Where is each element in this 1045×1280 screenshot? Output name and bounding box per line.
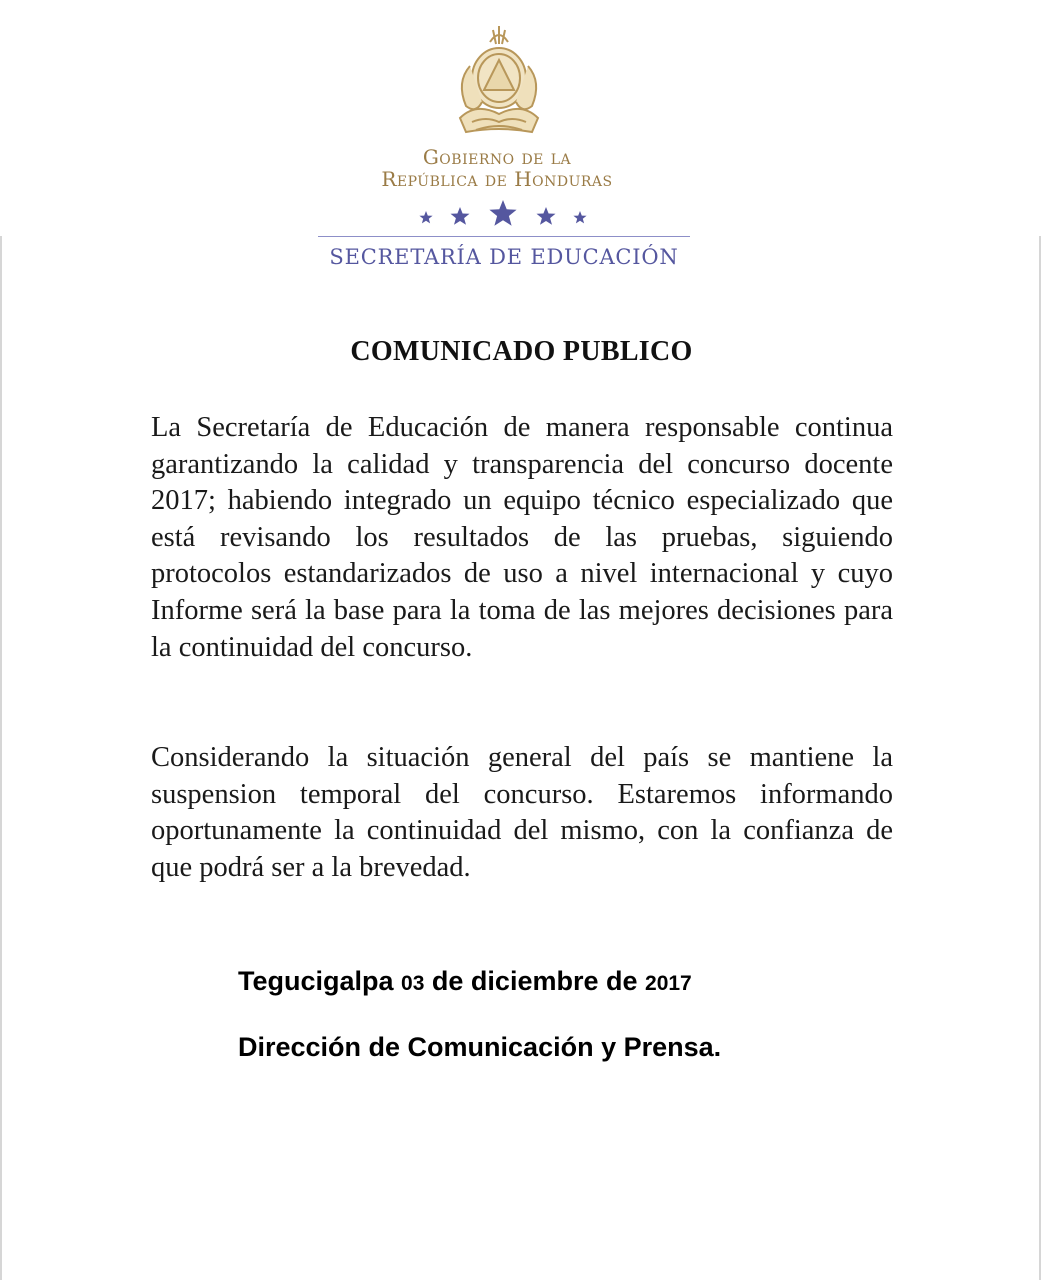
signature-month: de diciembre de bbox=[431, 966, 638, 996]
department-name: SECRETARÍA DE EDUCACIÓN bbox=[329, 245, 679, 269]
five-stars-icon bbox=[416, 198, 590, 234]
signature-year: 2017 bbox=[645, 972, 692, 995]
page-edge-right bbox=[1039, 236, 1041, 1280]
body-paragraph-1: La Secretaría de Educación de manera responsable continua garantizando la calidad y transparencia del concurso docente 2017; habiendo integrado un equipo técnico especializado que está revisando los resultados de las pruebas, siguiendo protocolos estandarizados de uso a nivel internacional y cuyo Informe será la base para la toma de las mejores decisiones para la continuidad del concurso. bbox=[151, 412, 893, 663]
body-paragraph-2: Considerando la situación general del país se mantiene la suspension temporal del concurso. Estaremos informando oportunamente la continuidad del mismo, con la confianza de que podrá ser a la brevedad. bbox=[151, 742, 893, 883]
page-edge-left bbox=[0, 236, 2, 1280]
signature-office: Dirección de Comunicación y Prensa. bbox=[238, 1032, 722, 1062]
signature-day: 03 bbox=[401, 972, 425, 995]
signature-city: Tegucigalpa bbox=[238, 966, 394, 996]
header-divider bbox=[318, 236, 690, 237]
signature-date bbox=[238, 966, 692, 997]
honduras-coat-of-arms-icon bbox=[446, 22, 552, 140]
page-title: COMUNICADO PUBLICO bbox=[350, 336, 693, 367]
government-line-2: República de Honduras bbox=[381, 167, 613, 191]
government-line-1: Gobierno de la bbox=[422, 145, 572, 169]
